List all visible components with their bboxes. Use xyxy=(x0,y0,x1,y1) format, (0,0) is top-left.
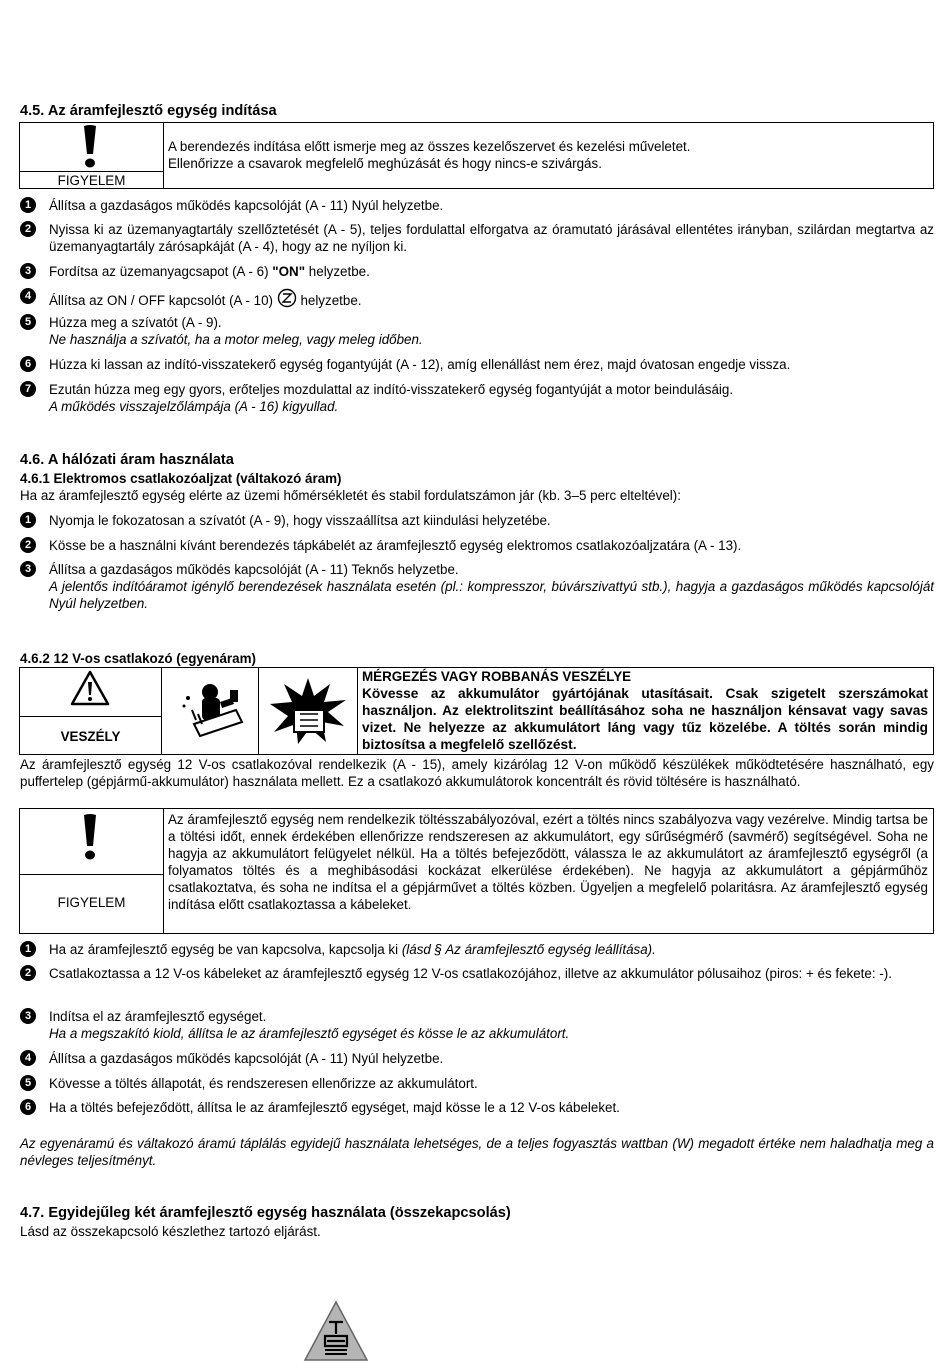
dc-step-4 xyxy=(20,1050,934,1067)
step-text-end: helyzetbe. xyxy=(296,293,362,308)
step-7 xyxy=(20,381,934,415)
step-text: Kövesse a töltés állapotát, és rendszeresen ellenőrizze az akkumulátort. xyxy=(49,1076,478,1091)
step-5 xyxy=(20,314,934,348)
ac-step-1 xyxy=(20,512,934,529)
section-4-5-title: 4.5. Az áramfejlesztő egység indítása xyxy=(20,103,277,119)
closing-note: Az egyenáramú és váltakozó áramú táplálás egyidejű használata lehetséges, de a teljes fogyasztás wattban (W) megadott értéke nem haladhatja meg a névleges teljesítményt. xyxy=(20,1136,934,1168)
step-text: Fordítsa az üzemanyagcsapot (A - 6) xyxy=(49,264,273,279)
dc-step-2 xyxy=(20,965,934,982)
step-number: 5 xyxy=(20,314,36,330)
step-text: Húzza ki lassan az indító-visszatekerő egység fogantyúját (A - 12), amíg ellenállást nem érez, majd óvatosan engedje vissza. xyxy=(49,357,791,372)
dc-step-1 xyxy=(20,941,934,958)
step-number: 5 xyxy=(20,1075,36,1091)
dc-paragraph: Az áramfejlesztő egység 12 V-os csatlakozóval rendelkezik (A - 15), amely kizárólag 12 V-on működő készülékek működtetésére használható, egy puffertelep (gépjármű-akkumulátor) használata mellett. Ez a csatlakozó akkumulátorok koncentrált és rövid töltésére is használható. xyxy=(20,757,934,789)
step-number: 1 xyxy=(20,197,36,213)
subsection-4-6-1-intro: Ha az áramfejlesztő egység elérte az üzemi hőmérsékletét és stabil fordulatszámon jár (kb. 3–5 perc elteltével): xyxy=(20,488,681,503)
power-switch-icon xyxy=(277,288,297,308)
danger-text: Kövesse az akkumulátor gyártójának utasításait. Csak szigetelt szerszámokat használjon. Az elektrolitszint beállításához soha ne használjon kénsavat vagy savas vizet. Ne helyezze az akkumulátort láng vagy tűz közelébe. A töltés során mindig biztosítsa a megfelelő szellőzést. xyxy=(362,686,928,752)
subsection-4-6-1-title: 4.6.1 Elektromos csatlakozóaljzat (váltakozó áram) xyxy=(20,471,342,486)
step-text-end: helyzetbe. xyxy=(305,264,370,279)
subsection-4-6-2-title: 4.6.2 12 V-os csatlakozó (egyenáram) xyxy=(20,651,256,666)
step-reference: (lásd § Az áramfejlesztő egység leállítása). xyxy=(401,942,656,957)
step-number: 3 xyxy=(20,1008,36,1024)
step-text: Állítsa a gazdaságos működés kapcsolóját (A - 11) Teknős helyzetbe. xyxy=(49,562,459,577)
step-text: Állítsa a gazdaságos működés kapcsolóját (A - 11) Nyúl helyzetbe. xyxy=(49,198,444,213)
brand-logo xyxy=(303,1300,369,1362)
step-text: Indítsa el az áramfejlesztő egységet. xyxy=(49,1009,267,1024)
step-text: Csatlakoztassa a 12 V-os kábeleket az áramfejlesztő egység 12 V-os csatlakozójához, illetve az akkumulátor pólusaihoz (piros: + és fekete: -). xyxy=(49,966,892,981)
dc-step-5 xyxy=(20,1075,934,1092)
step-number: 1 xyxy=(20,512,36,528)
step-note: A jelentős indítóáramot igénylő berendezések használata esetén (pl.: kompresszor, búvárszivattyú stb.), hagyja a gazdaságos működés kapcsolóját Nyúl helyzetben. xyxy=(49,579,934,611)
step-text: Állítsa az ON / OFF kapcsolót (A - 10) xyxy=(49,293,277,308)
step-3 xyxy=(20,263,934,280)
exclamation-icon xyxy=(80,813,100,863)
dc-step-6 xyxy=(20,1099,934,1116)
explosion-icon xyxy=(268,676,348,746)
warning-label: FIGYELEM xyxy=(19,171,164,189)
step-text: Húzza meg a szívatót (A - 9). xyxy=(49,315,222,330)
step-text: Ezután húzza meg egy gyors, erőteljes mozdulattal az indító-visszatekerő egység fogantyúját a motor beindulásáig. xyxy=(49,382,734,397)
step-number: 2 xyxy=(20,965,36,981)
danger-label: VESZÉLY xyxy=(60,729,121,744)
step-number: 2 xyxy=(20,537,36,553)
warning-text-line-1: A berendezés indítása előtt ismerje meg az összes kezelőszervet és kezelési műveletet. xyxy=(168,139,691,154)
ac-step-3 xyxy=(20,561,934,612)
step-text: Kösse be a használni kívánt berendezés tápkábelét az áramfejlesztő egység elektromos csatlakozóaljzatára (A - 13). xyxy=(49,538,742,553)
dc-step-3 xyxy=(20,1008,934,1042)
step-number: 3 xyxy=(20,263,36,279)
step-4 xyxy=(20,288,934,309)
step-text: Ha a töltés befejeződött, állítsa le az áramfejlesztő egységet, majd kösse le a 12 V-os kábeleket. xyxy=(49,1100,620,1115)
battery-acid-icon xyxy=(172,676,252,746)
section-4-6-title: 4.6. A hálózati áram használata xyxy=(20,452,234,468)
danger-title: MÉRGEZÉS VAGY ROBBANÁS VESZÉLYE xyxy=(362,669,632,684)
step-number: 6 xyxy=(20,356,36,372)
exclamation-icon xyxy=(80,124,100,170)
step-6 xyxy=(20,356,934,373)
step-text: Állítsa a gazdaságos működés kapcsolóját (A - 11) Nyúl helyzetbe. xyxy=(49,1051,444,1066)
step-note: Ha a megszakító kiold, állítsa le az áramfejlesztő egységet és kösse le az akkumulátort. xyxy=(49,1026,570,1041)
warning-text-line-2: Ellenőrizze a csavarok megfelelő meghúzását és hogy nincs-e szivárgás. xyxy=(168,156,602,171)
step-number: 2 xyxy=(20,221,36,237)
step-text: Nyomja le fokozatosan a szívatót (A - 9), hogy visszaállítsa azt kiindulási helyzetébe. xyxy=(49,513,551,528)
step-number: 6 xyxy=(20,1099,36,1115)
warning-label: FIGYELEM xyxy=(57,895,126,910)
step-number: 7 xyxy=(20,381,36,397)
section-4-7-text: Lásd az összekapcsoló készlethez tartozó eljárást. xyxy=(20,1224,321,1239)
step-text: Ha az áramfejlesztő egység be van kapcsolva, kapcsolja ki xyxy=(49,942,402,957)
ac-step-2 xyxy=(20,537,934,554)
warning-triangle-icon xyxy=(70,670,110,706)
step-note: A működés visszajelzőlámpája (A - 16) kigyullad. xyxy=(49,399,339,414)
step-number: 4 xyxy=(20,288,36,304)
step-note: Ne használja a szívatót, ha a motor meleg, vagy meleg időben. xyxy=(49,332,423,347)
step-1 xyxy=(20,197,934,214)
step-number: 1 xyxy=(20,941,36,957)
step-text: Nyissa ki az üzemanyagtartály szellőztetését (A - 5), teljes fordulattal elforgatva az óramutató járásával ellentétes irányban, szilárdan megtartva az üzemanyagtartály zárósapkáját (A - 4), hogy az ne nyíljon ki. xyxy=(49,222,934,254)
step-2 xyxy=(20,221,934,255)
step-number: 4 xyxy=(20,1050,36,1066)
warning-text: Az áramfejlesztő egység nem rendelkezik töltésszabályozóval, ezért a töltés nincs szabályozva vagy vezérelve. Mindig tartsa be a töltési időt, ennek érdekében ellenőrizze rendszeresen az akkumulátort, egy sűrűségmérő (savmérő) segítségével. Soha ne hagyja az akkumulátort felügyelet nélkül. Ha a töltés befejeződött, válassza le az akkumulátort az áramfejlesztő egységről (a folyamatos töltés és a meghibásodási kockázat elkerülése érdekében). Ne hagyja az akkumulátort a gépjárműhöz csatlakoztatva, és soha ne indítsa el a gépjárművet a töltés közben. Ügyeljen a megfelelő polaritásra. Az áramfejlesztő egység indítása előtt csatlakoztassa a kábeleket. xyxy=(168,812,928,912)
step-number: 3 xyxy=(20,561,36,577)
on-label: "ON" xyxy=(272,264,306,279)
section-4-7-title: 4.7. Egyidejűleg két áramfejlesztő egység használata (összekapcsolás) xyxy=(20,1205,511,1221)
